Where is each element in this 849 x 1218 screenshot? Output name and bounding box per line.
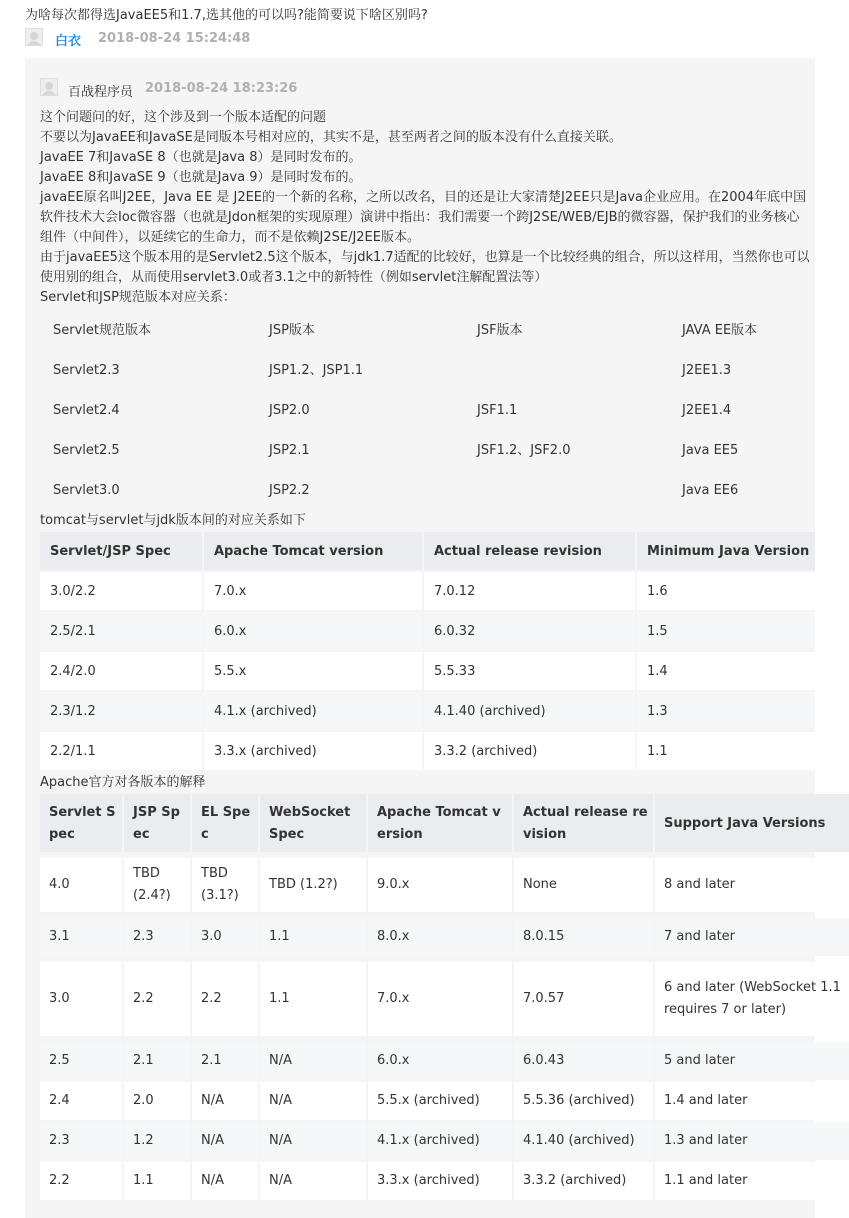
table2-cell: 3.3.x (archived)	[214, 744, 317, 759]
table3-cell: 8.0.15	[523, 929, 565, 944]
table1-cell: J2EE1.4	[682, 403, 732, 418]
table3-cell: 2.2	[49, 1173, 70, 1188]
table2-cell: 2.4/2.0	[50, 664, 96, 679]
table2-cell: 2.5/2.1	[50, 624, 96, 639]
table1-header: JAVA EE版本	[682, 323, 758, 338]
table3-cell: 1.1	[269, 929, 290, 944]
table1-cell: J2EE1.3	[682, 363, 732, 378]
table2-cell: 1.5	[647, 624, 668, 639]
table3-cell: None	[523, 877, 557, 892]
table3-cell: 2.1	[133, 1053, 154, 1068]
table3-cell: 4.1.40 (archived)	[523, 1133, 635, 1148]
table1-header: JSF版本	[477, 323, 523, 338]
table3-header: Servlet Spec	[49, 805, 116, 842]
reply-paragraph: JavaEE 8和JavaSE 9（也就是Java 9）是同时发布的。	[40, 170, 362, 185]
table1-cell: Servlet3.0	[53, 483, 120, 498]
table3-cell: 6.0.43	[523, 1053, 565, 1068]
table3-header: EL Spec	[201, 805, 251, 842]
table3-cell: N/A	[201, 1173, 224, 1188]
table1-header: JSP版本	[269, 323, 315, 338]
reply-paragraph: 不要以为JavaEE和JavaSE是同版本号相对应的，其实不是，甚至两者之间的版本没有什么直接关联。	[40, 130, 622, 145]
table2-cell: 6.0.32	[434, 624, 476, 639]
table1-cell: JSP2.1	[269, 443, 310, 458]
table3-cell: 1.1 and later	[664, 1173, 748, 1188]
reply-paragraph: Servlet和JSP规范版本对应关系：	[40, 290, 236, 305]
question-text: 为啥每次都得选JavaEE5和1.7,选其他的可以吗?能简要说下啥区别吗?	[25, 8, 428, 23]
reply-paragraph: 软件技术大会Ioc微容器（也就是Jdon框架的实现原理）演讲中指出：我们需要一个跨J2SE/WEB/EJB的微容器，保护我们的业务核心	[40, 210, 800, 225]
table3-cell: 9.0.x	[377, 877, 410, 892]
table2-cell: 5.5.33	[434, 664, 476, 679]
table3-cell: 6.0.x	[377, 1053, 410, 1068]
reply-paragraph: 组件（中间件），以延续它的生命力，而不是依赖J2SE/J2EE版本。	[40, 230, 420, 245]
table3-cell: 1.4 and later	[664, 1093, 748, 1108]
table1-cell: Java EE5	[682, 443, 739, 458]
asker-timestamp: 2018-08-24 15:24:48	[98, 31, 251, 46]
table3-cell: 3.1	[49, 929, 70, 944]
table1-cell: JSP2.2	[269, 483, 310, 498]
table2-cell: 1.4	[647, 664, 668, 679]
table2-cell: 1.3	[647, 704, 668, 719]
table3-cell: 5.5.x (archived)	[377, 1093, 480, 1108]
table2-header: Servlet/JSP Spec	[50, 544, 171, 559]
table3-header: WebSocket Spec	[269, 805, 351, 842]
table2-cell: 5.5.x	[214, 664, 247, 679]
table3-cell: 2.3	[49, 1133, 70, 1148]
asker-avatar[interactable]	[25, 28, 43, 46]
table3-cell: N/A	[269, 1173, 292, 1188]
table3-cell: 3.3.2 (archived)	[523, 1173, 627, 1188]
table3-cell: 7 and later	[664, 929, 736, 944]
table3-cell: N/A	[201, 1133, 224, 1148]
reply-paragraph: javaEE原名叫J2EE，Java EE 是 J2EE的一个新的名称，之所以改名，目的还是让大家清楚J2EE只是Java企业应用。在2004年底中国	[40, 190, 807, 205]
table3-header: Apache Tomcat version	[377, 805, 501, 842]
table3-cell: 1.2	[133, 1133, 154, 1148]
table1-cell: JSF1.2、JSF2.0	[477, 443, 571, 458]
reply-paragraph: 使用别的组合，从而使用servlet3.0或者3.1之中的新特性（例如servlet注解配置法等）	[40, 270, 548, 285]
table3-cell: 4.1.x (archived)	[377, 1133, 480, 1148]
table2-cell: 6.0.x	[214, 624, 247, 639]
table3-cell: 5 and later	[664, 1053, 736, 1068]
table3-cell: N/A	[201, 1093, 224, 1108]
table3-cell: 1.1	[269, 991, 290, 1006]
table1-cell: JSP2.0	[269, 403, 310, 418]
table3-cell: 3.3.x (archived)	[377, 1173, 480, 1188]
table3-cell: 3.0	[49, 991, 70, 1006]
table3-cell: 8 and later	[664, 877, 736, 892]
table1-header: Servlet规范版本	[53, 323, 151, 338]
reply-paragraph: JavaEE 7和JavaSE 8（也就是Java 8）是同时发布的。	[40, 150, 362, 165]
table2-cell: 1.1	[647, 744, 668, 759]
reply-paragraph: 由于javaEE5这个版本用的是Servlet2.5这个版本，与jdk1.7适配的比较好，也算是一个比较经典的组合，所以这样用，当然你也可以	[40, 250, 810, 265]
table3-cell: TBD (3.1?)	[201, 866, 239, 903]
table2-cell: 1.6	[647, 584, 668, 599]
table2-cell: 3.3.2 (archived)	[434, 744, 538, 759]
table2-header: Minimum Java Version	[647, 544, 810, 559]
table3-cell: N/A	[269, 1093, 292, 1108]
table3-cell: 2.5	[49, 1053, 70, 1068]
table3-header: JSP Spec	[133, 805, 180, 842]
table3-cell: 2.1	[201, 1053, 222, 1068]
table1-cell: Servlet2.4	[53, 403, 120, 418]
table1-cell: JSP1.2、JSP1.1	[269, 363, 364, 378]
table3-cell: TBD (1.2?)	[269, 877, 338, 892]
table3-cell: 5.5.36 (archived)	[523, 1093, 635, 1108]
table2-cell: 2.2/1.1	[50, 744, 96, 759]
reply-avatar[interactable]	[40, 78, 58, 96]
table3-cell: 6 and later (WebSocket 1.1 requires 7 or later)	[664, 980, 841, 1017]
table2-cell: 7.0.x	[214, 584, 247, 599]
reply-username[interactable]: 百战程序员	[68, 85, 134, 100]
table1-cell: Servlet2.3	[53, 363, 120, 378]
table3-cell: 1.3 and later	[664, 1133, 748, 1148]
table3-cell: 7.0.57	[523, 991, 565, 1006]
table2-caption: tomcat与servlet与jdk版本间的对应关系如下	[40, 513, 306, 528]
table3-cell: TBD (2.4?)	[133, 866, 171, 903]
table3-cell: N/A	[269, 1133, 292, 1148]
reply-timestamp: 2018-08-24 18:23:26	[145, 81, 298, 96]
table3-cell: 1.1	[133, 1173, 154, 1188]
table3-cell: 2.2	[133, 991, 154, 1006]
table2-cell: 4.1.40 (archived)	[434, 704, 546, 719]
table2-header: Actual release revision	[434, 544, 602, 559]
table2-cell: 2.3/1.2	[50, 704, 96, 719]
table3-cell: N/A	[269, 1053, 292, 1068]
table2-cell: 7.0.12	[434, 584, 476, 599]
table1-cell: JSF1.1	[477, 403, 518, 418]
asker-username-link[interactable]: 白衣	[55, 34, 82, 49]
table3-cell: 2.4	[49, 1093, 70, 1108]
table3-cell: 3.0	[201, 929, 222, 944]
table1-cell: Java EE6	[682, 483, 739, 498]
table2-header: Apache Tomcat version	[214, 544, 384, 559]
table3-header: Actual release revision	[523, 805, 648, 842]
table1-cell: Servlet2.5	[53, 443, 120, 458]
reply-paragraph: 这个问题问的好，这个涉及到一个版本适配的问题	[40, 110, 327, 125]
table3-cell: 7.0.x	[377, 991, 410, 1006]
table3-cell: 4.0	[49, 877, 70, 892]
table3-caption: Apache官方对各版本的解释	[40, 775, 206, 790]
table3-cell: 2.2	[201, 991, 222, 1006]
table2-cell: 3.0/2.2	[50, 584, 96, 599]
table3-cell: 8.0.x	[377, 929, 410, 944]
table3-header: Support Java Versions	[664, 816, 826, 831]
table2-cell: 4.1.x (archived)	[214, 704, 317, 719]
table3-cell: 2.0	[133, 1093, 154, 1108]
table3-cell: 2.3	[133, 929, 154, 944]
